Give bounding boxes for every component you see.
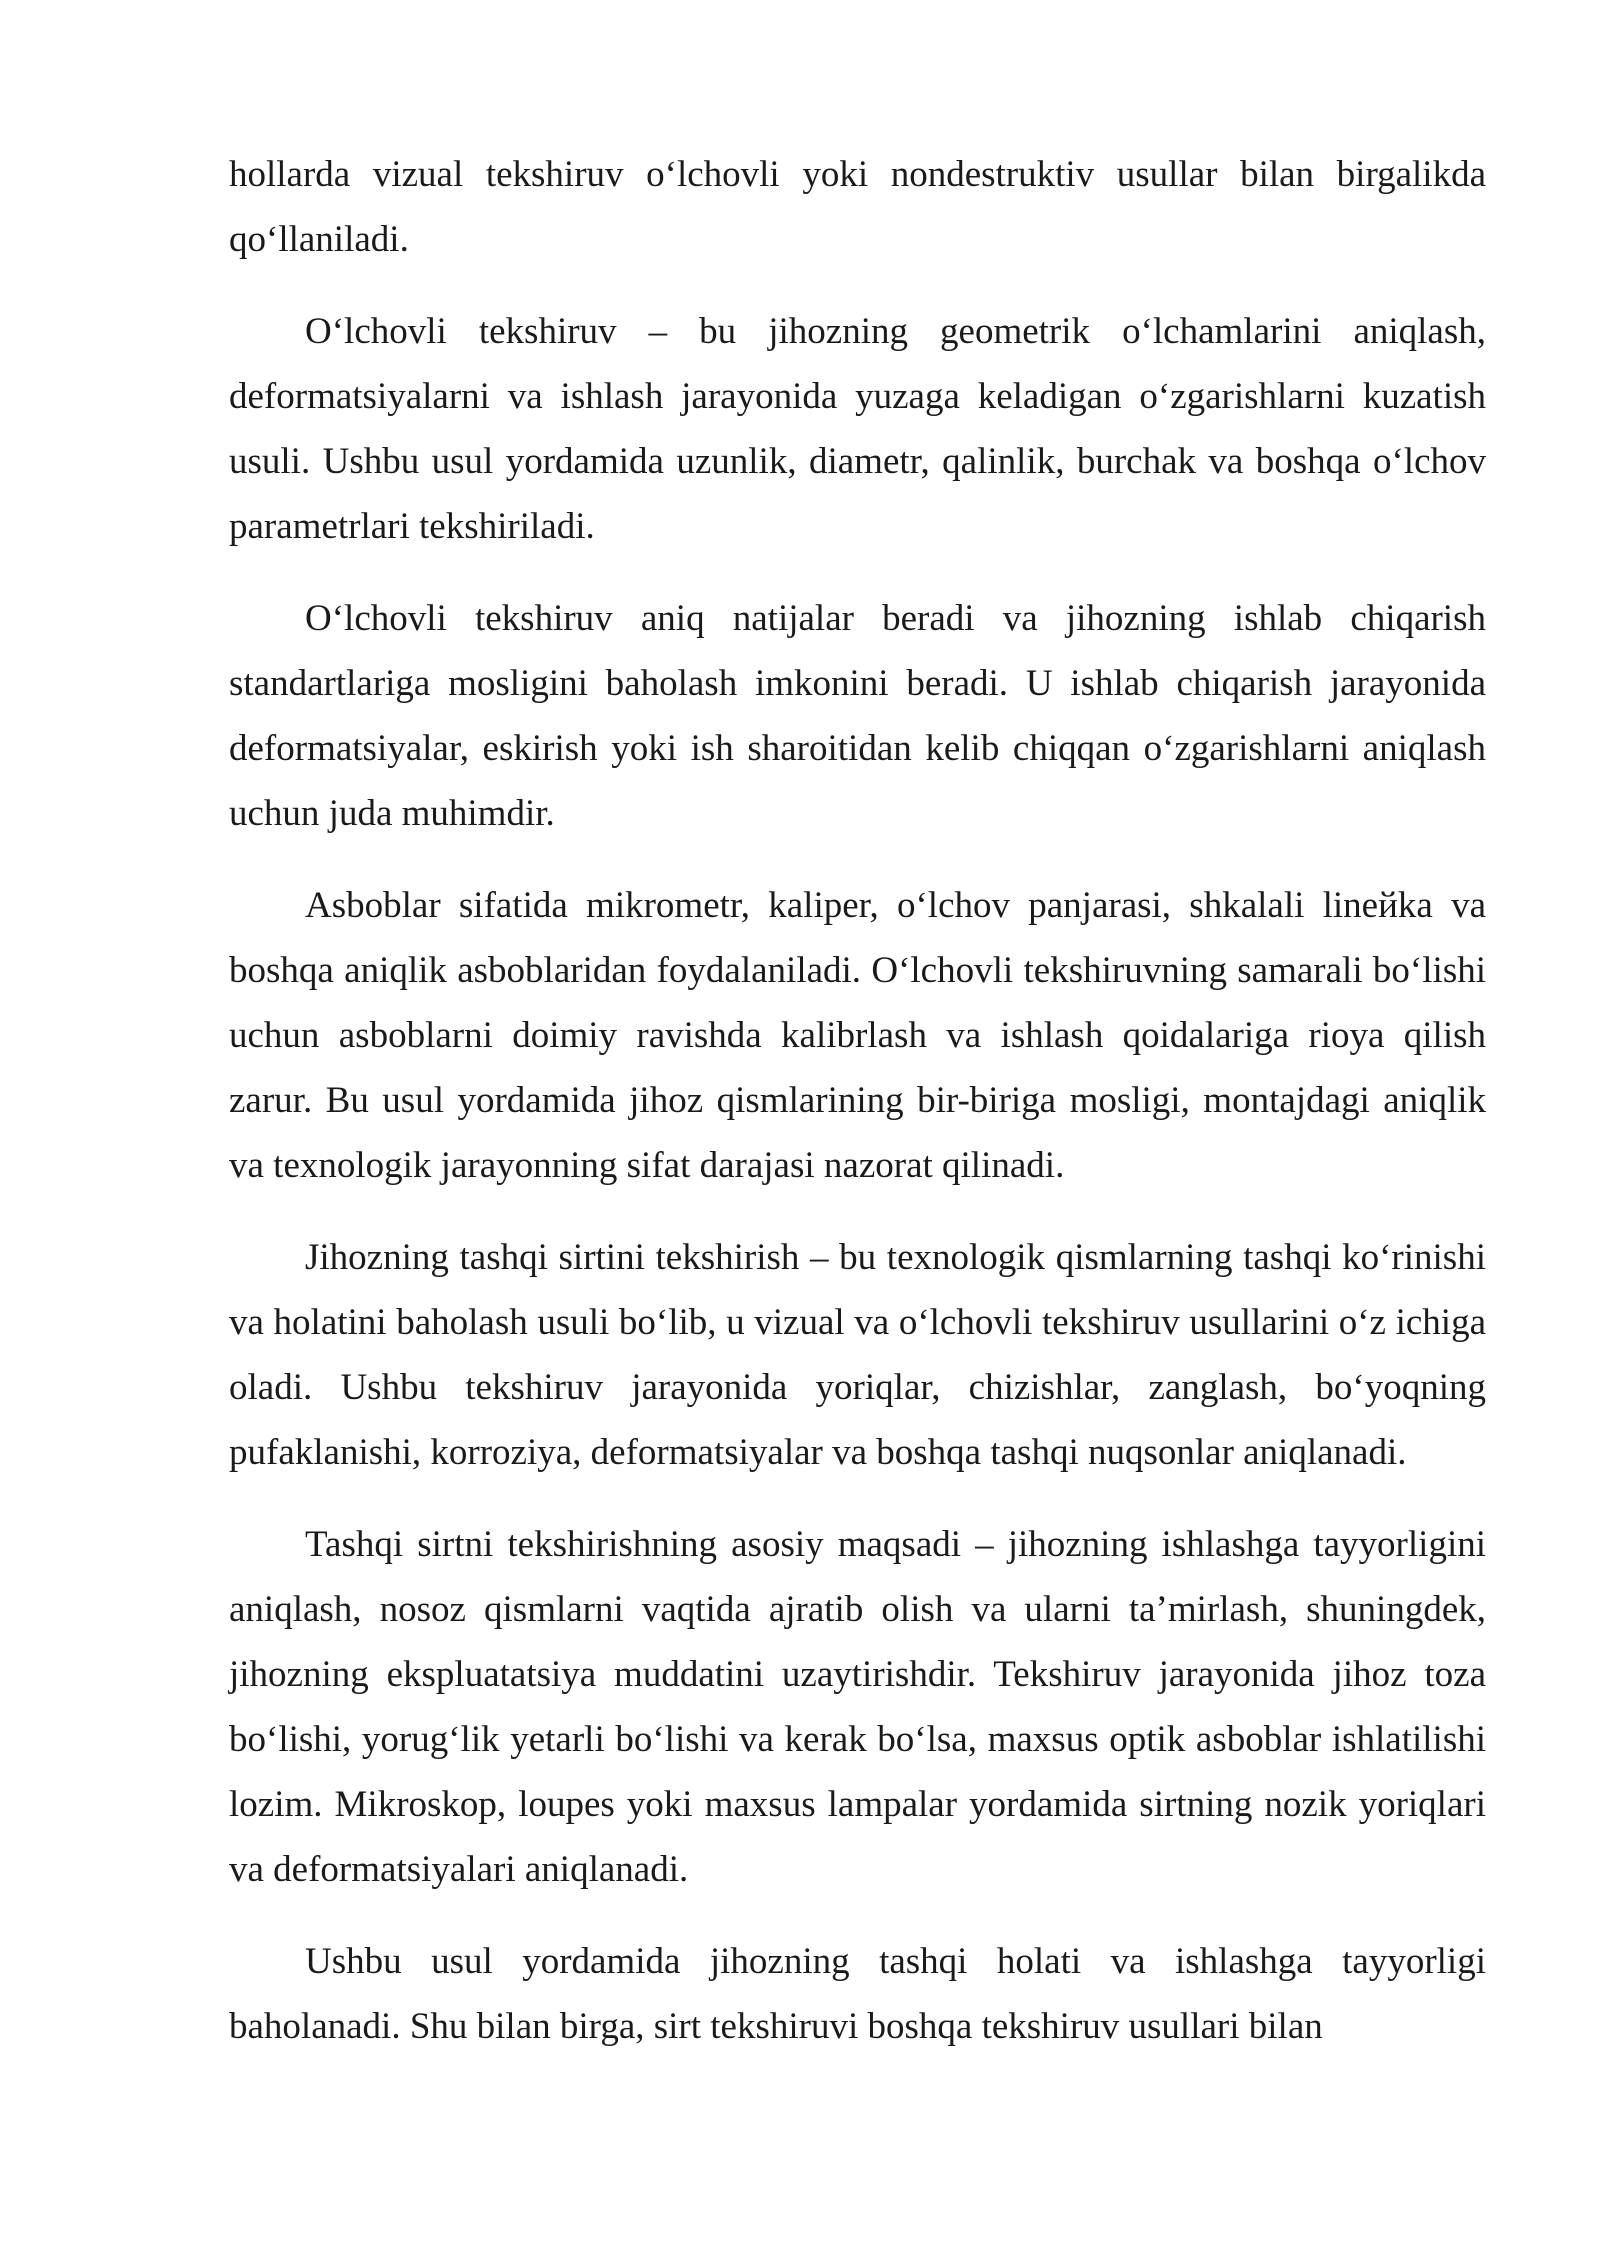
paragraph-measurement-definition: Oʻlchovli tekshiruv – bu jihozning geometrik oʻlchamlarini aniqlash, deformatsiyalarni va ishlash jarayonida yuzaga keladigan oʻzgarishlarni kuzatish usuli. Ushbu usul yordamida uzunlik, diametr, qalinlik, burchak va boshqa oʻlchov parametrlari tekshiriladi. <box>229 311 1486 547</box>
paragraph-measurement-tools: Asboblar sifatida mikrometr, kaliper, oʻlchov panjarasi, shkalali lineйka va boshqa aniqlik asboblaridan foydalaniladi. Oʻlchovli tekshiruvning samarali boʻlishi uchun asboblarni doimiy ravishda kalibrlash va ishlash qoidalariga rioya qilish zarur. Bu usul yordamida jihoz qismlarining bir-biriga mosligi, montajdagi aniqlik va texnologik jarayonning sifat darajasi nazorat qilinadi. <box>229 885 1486 1186</box>
paragraph-surface-inspection-goal: Tashqi sirtni tekshirishning asosiy maqsadi – jihozning ishlashga tayyorligini aniqlash, nosoz qismlarni vaqtida ajratib olish va ularni ta’mirlash, shuningdek, jihozning ekspluatatsiya muddatini uzaytirishdir. Tekshiruv jarayonida jihoz toza boʻlishi, yorugʻlik yetarli boʻlishi va kerak boʻlsa, maxsus optik asboblar ishlatilishi lozim. Mikroskop, loupes yoki maxsus lampalar yordamida sirtning nozik yoriqlari va deformatsiyalari aniqlanadi. <box>229 1524 1486 1890</box>
paragraph-measurement-results: Oʻlchovli tekshiruv aniq natijalar beradi va jihozning ishlab chiqarish standartlariga mosligini baholash imkonini beradi. U ishlab chiqarish jarayonida deformatsiyalar, eskirish yoki ish sharoitidan kelib chiqqan oʻzgarishlarni aniqlash uchun juda muhimdir. <box>229 598 1486 834</box>
paragraph-surface-inspection: Jihozning tashqi sirtini tekshirish – bu texnologik qismlarning tashqi koʻrinishi va holatini baholash usuli boʻlib, u vizual va oʻlchovli tekshiruv usullarini oʻz ichiga oladi. Ushbu tekshiruv jarayonida yoriqlar, chizishlar, zanglash, boʻyoqning pufaklanishi, korroziya, deformatsiyalar va boshqa tashqi nuqsonlar aniqlanadi. <box>229 1237 1486 1473</box>
document-body <box>229 142 1486 2059</box>
paragraph-continuation: hollarda vizual tekshiruv oʻlchovli yoki nondestruktiv usullar bilan birgalikda qoʻllaniladi. <box>229 154 1486 260</box>
paragraph-surface-inspection-summary: Ushbu usul yordamida jihozning tashqi holati va ishlashga tayyorligi baholanadi. Shu bilan birga, sirt tekshiruvi boshqa tekshiruv usullari bilan <box>229 1941 1486 2047</box>
